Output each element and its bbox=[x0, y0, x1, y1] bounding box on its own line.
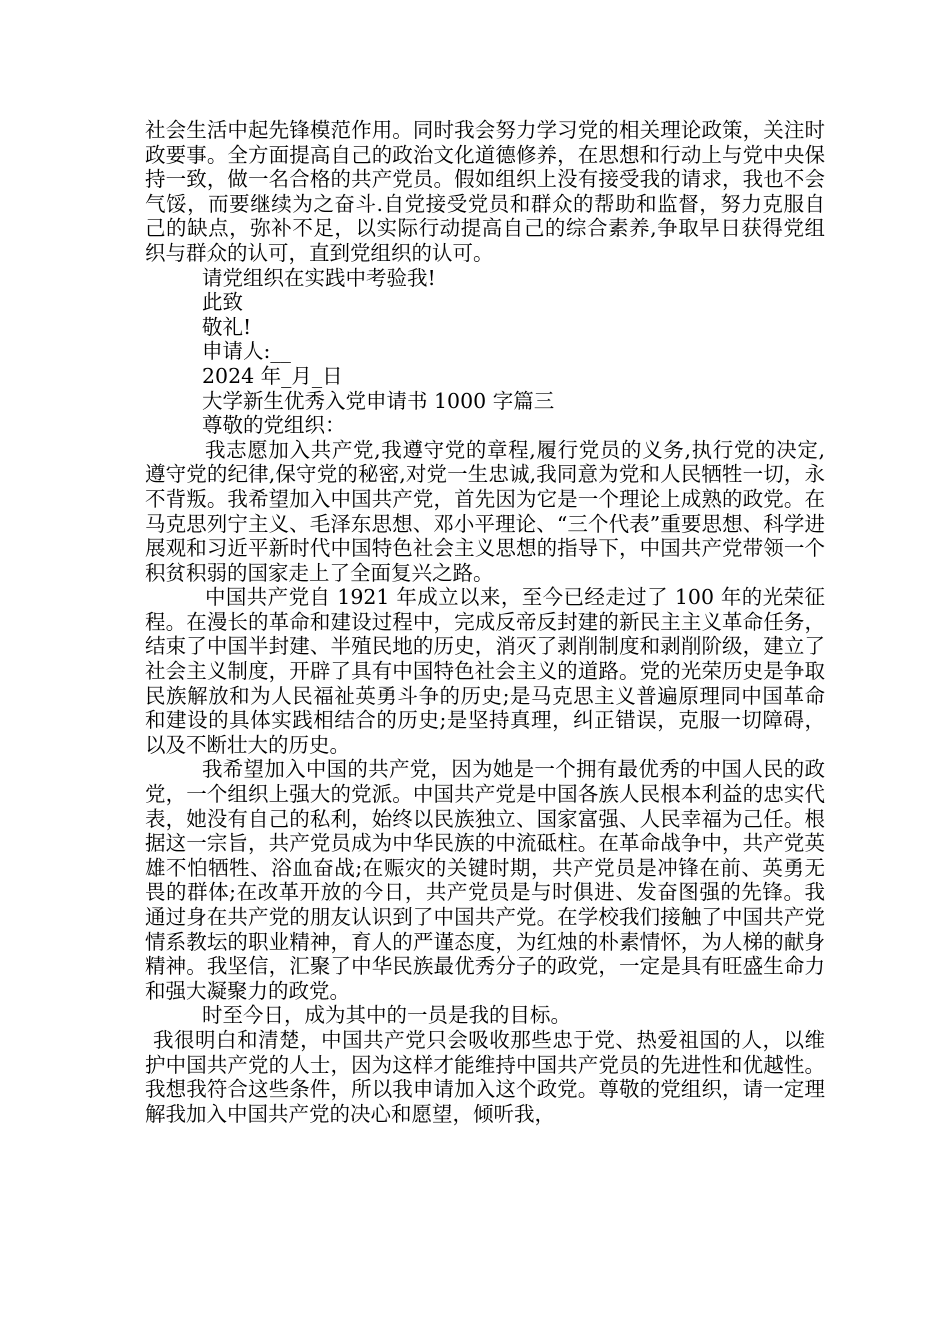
greeting: 尊敬的党组织： bbox=[202, 413, 346, 438]
paragraph-request-test: 请党组织在实践中考验我! bbox=[202, 265, 436, 290]
paragraph-reasons: 我希望加入中国的共产党，因为她是一个拥有最优秀的中国人民的政党，一个组织上强大的党派。中国共产党是中国各族人民根本利益的忠实代表，她没有自己的私利，始终以民族独立、国家富强、人民幸福为己任。根据这一宗旨，共产党员成为中华民族的中流砥柱。在革命战争中，共产党英雄不怕牺牲、浴血奋战;在赈灾的关键时期，共产党员是冲锋在前、英勇无畏的群体;在改革开放的今日，共产党员是与时俱进、发奋图强的先锋。我通过身在共产党的朋友认识到了中国共产党。在学校我们接触了中国共产党情系教坛的职业精神，育人的严谨态度，为红烛的朴素情怀，为人梯的献身精神。我坚信，汇聚了中华民族最优秀分子的政党，一定是具有旺盛生命力和强大凝聚力的政党。 bbox=[145, 757, 825, 1003]
section-title: 大学新生优秀入党申请书 1000 字篇三 bbox=[202, 388, 555, 413]
paragraph-history: 中国共产党自 1921 年成立以来，至今已经走过了 100 年的光荣征程。在漫长的革命和建设过程中，完成反帝反封建的新民主主义革命任务，结束了中国半封建、半殖民地的历史，消灭了剥削制度和剥削阶级，建立了社会主义制度，开辟了具有中国特色社会主义的道路。党的光荣历史是争取民族解放和为人民福祉英勇斗争的历史;是马克思主义普遍原理同中国革命和建设的具体实践相结合的历史;是坚持真理，纠正错误，克服一切障碍，以及不断壮大的历史。 bbox=[145, 585, 825, 757]
applicant-line: 申请人:__ bbox=[202, 339, 291, 364]
date-line: 2024 年_月_日 bbox=[202, 363, 343, 388]
closing-respect: 敬礼! bbox=[202, 314, 252, 339]
paragraph-oath: 我志愿加入共产党,我遵守党的章程,履行党员的义务,执行党的决定,遵守党的纪律,保守党的秘密,对党一生忠诚,我同意为党和人民牺牲一切，永不背叛。我希望加入中国共产党，首先因为它是一个理论上成熟的政党。在马克思列宁主义、毛泽东思想、邓小平理论、“三个代表”重要思想、科学进展观和习近平新时代中国特色社会主义思想的指导下，中国共产党带领一个积贫积弱的国家走上了全面复兴之路。 bbox=[145, 437, 825, 585]
paragraph-conditions: 我很明白和清楚，中国共产党只会吸收那些忠于党、热爱祖国的人，以维护中国共产党的人士，因为这样才能维持中国共产党员的先进性和优越性。我想我符合这些条件，所以我申请加入这个政党。尊敬的党组织，请一定理解我加入中国共产党的决心和愿望，倾听我， bbox=[145, 1027, 825, 1126]
paragraph-goal: 时至今日，成为其中的一员是我的目标。 bbox=[202, 1003, 571, 1028]
closing-salutation: 此致 bbox=[202, 290, 243, 315]
document-body bbox=[145, 118, 825, 1126]
paragraph-commitment: 社会生活中起先锋模范作用。同时我会努力学习党的相关理论政策，关注时政要事。全方面提高自己的政治文化道德修养，在思想和行动上与党中央保持一致，做一名合格的共产党员。假如组织上没有接受我的请求，我也不会气馁，而要继续为之奋斗.自党接受党员和群众的帮助和监督，努力克服自己的缺点，弥补不足，以实际行动提高自己的综合素养,争取早日获得党组织与群众的认可，直到党组织的认可。 bbox=[145, 118, 825, 265]
